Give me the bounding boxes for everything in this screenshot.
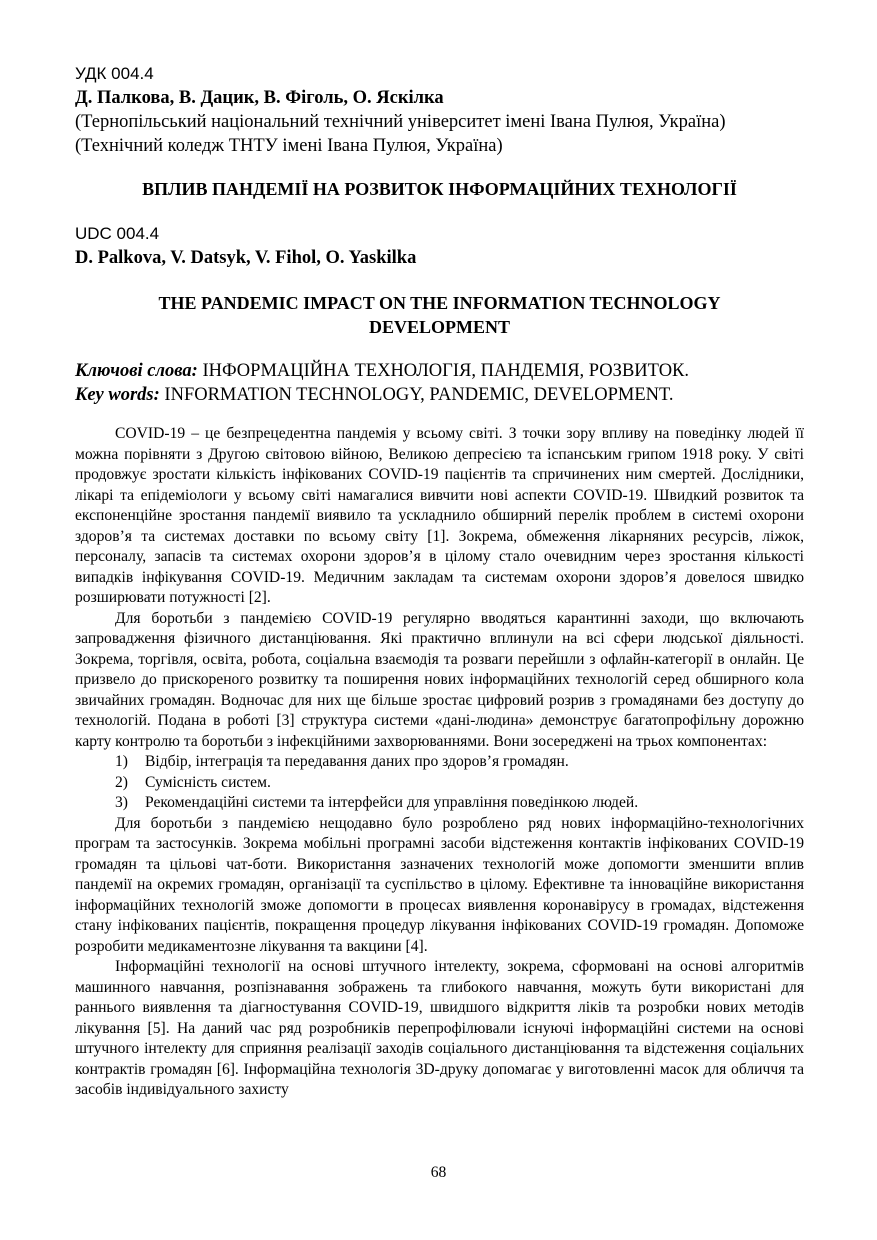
udc-en: UDC 004.4	[75, 224, 160, 243]
udc-uk: УДК 004.4	[75, 64, 154, 83]
list-item-number: 2)	[115, 773, 128, 791]
components-list	[75, 752, 804, 814]
affiliation-1: (Тернопільський національний технічний університет імені Івана Пулюя, Україна)	[75, 112, 726, 132]
list-item-number: 3)	[115, 794, 128, 811]
list-item	[75, 752, 804, 773]
keywords-en-label: Key words:	[75, 385, 160, 405]
title-en-line2: DEVELOPMENT	[368, 317, 510, 337]
list-item	[75, 793, 804, 814]
list-item-text: Сумісність систем.	[145, 773, 271, 791]
keywords-uk-value: ІНФОРМАЦІЙНА ТЕХНОЛОГІЯ, ПАНДЕМІЯ, РОЗВИТОК.	[197, 361, 690, 381]
affiliation-2: (Технічний коледж ТНТУ імені Івана Пулюя, Україна)	[75, 136, 503, 156]
paragraph-2: Для боротьби з пандемією COVID-19 регулярно вводяться карантинні заходи, що включають запровадження фізичного дистанціювання. Які практично вплинули на всі сфери людської діяльності. Зокрема, торгівля, освіта, робота, соціальна взаємодія та розваги перейшли з офлайн-категорії в онлайн. Це призвело до прискореного розвитку та поширення нових інформаційних технологій серед обширного кола звичайних громадян. Водночас для них ще більше зростає цифровий розрив з громадянами без доступу до технологій. Подана в роботі [3] структура системи «дані-людина» демонструє багатопрофільну дорожню карту контролю та боротьби з інфекційними захворюваннями. Вони зосереджені на трьох компонентах:	[75, 609, 804, 750]
authors-uk: Д. Палкова, В. Дацик, В. Фіголь, О. Яскілка	[75, 88, 444, 108]
keywords-uk	[75, 359, 804, 383]
paper-page	[75, 62, 804, 1101]
paragraph-1: COVID-19 – це безпрецедентна пандемія у всьому світі. З точки зору впливу на поведінку людей її можна порівняти з Другою світовою війною, Великою депресією та іспанським грипом 1918 року. У світі продовжує зростати кількість інфікованих COVID-19 пацієнтів та спричинених ним смертей. Дослідники, лікарі та епідеміологи у всьому світі намагалися вивчити нові аспекти COVID-19. Швидкий розвиток та експоненційне зростання пандемії виявило та ускладнило обширний перелік проблем в системі охорони здоров’я та системах доставки по всьому світу [1]. Зокрема, обмеження лікарняних ресурсів, ліжок, персоналу, запасів та системах охорони здоров’я в цілому стало очевидним через зростання кількості випадків інфікування COVID-19. Медичним закладам та системам охорони здоров’я довелося швидко розширювати потужності [2].	[75, 425, 804, 606]
keywords-uk-label: Ключові слова:	[75, 361, 198, 381]
page-number: 68	[430, 1164, 447, 1181]
list-item-text: Відбір, інтеграція та передавання даних про здоров’я громадян.	[145, 753, 569, 770]
list-item-text: Рекомендаційні системи та інтерфейси для управління поведінкою людей.	[145, 794, 639, 811]
list-item-number: 1)	[115, 753, 128, 770]
title-en	[75, 291, 804, 339]
body-text	[75, 424, 804, 1101]
paragraph-3: Для боротьби з пандемією нещодавно було розроблено ряд нових інформаційно-технологічних програм та застосунків. Зокрема мобільні програмні засоби відстеження контактів інфікованих COVID-19 громадян та цільові чат-боти. Використання зазначених технологій може допомогти зменшити вплив пандемії на окремих громадян, організації та суспільство в цілому. Ефективне та інноваційне використання інформаційних технологій зможе допомогти в процесах виявлення коронавірусу в громадах, відстеження стану інфікованих пацієнтів, покращення процедур лікування інфікованих COVID-19 громадян. Допоможе розробити медикаментозне лікування та вакцини [4].	[75, 814, 804, 955]
keywords-block	[75, 359, 804, 407]
keywords-en-value: INFORMATION TECHNOLOGY, PANDEMIC, DEVELOPMENT.	[159, 385, 674, 405]
title-uk: ВПЛИВ ПАНДЕМІЇ НА РОЗВИТОК ІНФОРМАЦІЙНИХ ТЕХНОЛОГІЇ	[142, 179, 737, 199]
title-en-line1: THE PANDEMIC IMPACT ON THE INFORMATION TECHNOLOGY	[158, 293, 721, 313]
paragraph-4: Інформаційні технології на основі штучного інтелекту, зокрема, сформовані на основі алгоритмів машинного навчання, розпізнавання зображень та глибокого навчання, можуть бути використані для раннього виявлення та діагностування COVID-19, швидшого відкриття ліків та розробки нових методів лікування [5]. На даний час ряд розробників перепрофілювали існуючі інформаційні системи на основі штучного інтелекту для сприяння реалізації заходів соціального дистанціювання та відстеження соціальних контрактів громадян [6]. Інформаційна технологія 3D-друку допомагає у виготовленні масок для обличчя та засобів індивідуального захисту	[75, 958, 804, 1098]
list-item	[75, 773, 804, 794]
keywords-en	[75, 383, 804, 407]
authors-en: D. Palkova, V. Datsyk, V. Fihol, O. Yaskilka	[75, 248, 417, 268]
